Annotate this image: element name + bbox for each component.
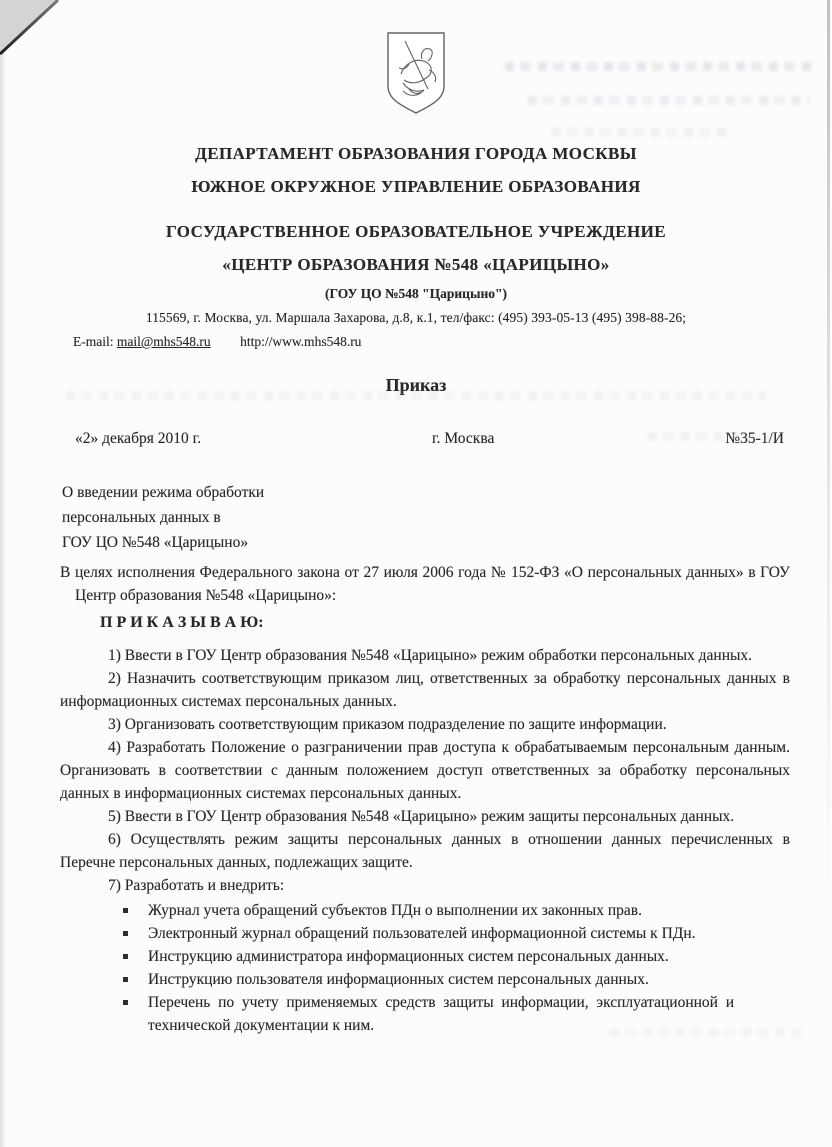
letterhead-emblem-area (0, 30, 832, 121)
document-date: «2» декабря 2010 г. (75, 430, 202, 447)
subject-line: персональных данных в (62, 509, 221, 526)
address-line: 115569, г. Москва, ул. Маршала Захарова, д.8, к.1, тел/факс: (495) 393-05-13 (495) 398-88-26; (145, 310, 687, 325)
subitem-text: Электронный журнал обращений пользователей информационной системы к ПДн. (148, 925, 696, 942)
email-address: mail@mhs548.ru (116, 334, 211, 349)
order-item: 3) Организовать соответствующим приказом подразделение по защите информации. (108, 716, 667, 733)
contacts-line (0, 330, 832, 354)
order-subitem (148, 922, 734, 945)
moscow-coat-of-arms-icon (385, 30, 447, 116)
order-item: 5) Ввести в ГОУ Центр образования №548 «Царицыно» режим защиты персональных данных. (108, 808, 735, 825)
scan-edge-artifact-left (0, 0, 7, 1147)
document-city: г. Москва (432, 430, 495, 447)
email-label: E-mail: (73, 334, 114, 349)
institution-short-name: (ГОУ ЦО №548 "Царицыно") (324, 286, 508, 301)
order-subitem (148, 945, 734, 968)
bleed-through-artifact (610, 1028, 800, 1037)
org-name-line2: ЮЖНОЕ ОКРУЖНОЕ УПРАВЛЕНИЕ ОБРАЗОВАНИЯ (191, 177, 641, 196)
square-bullet-icon (123, 931, 128, 936)
bleed-through-artifact (528, 96, 810, 105)
website-url: http://www.mhs548.ru (240, 334, 362, 349)
scan-edge-artifact-right (827, 0, 830, 1147)
order-subitem (148, 899, 734, 922)
bleed-through-artifact (552, 128, 732, 137)
institution-name-line1: ГОСУДАРСТВЕННОЕ ОБРАЗОВАТЕЛЬНОЕ УЧРЕЖДЕНИЕ (165, 222, 667, 241)
institution-name-line2: «ЦЕНТР ОБРАЗОВАНИЯ №548 «ЦАРИЦЫНО» (222, 255, 610, 274)
subject-line: ГОУ ЦО №548 «Царицыно» (62, 534, 249, 551)
bleed-through-artifact (66, 391, 766, 400)
subitem-text: Перечень по учету применяемых средств защиты информации, эксплуатационной и технической документации к ним. (148, 994, 734, 1034)
order-keyword: П Р И К А З Ы В А Ю: (100, 614, 264, 631)
subject-line: О введении режима обработки (62, 484, 265, 501)
subitem-text: Инструкцию пользователя информационных систем персональных данных. (148, 971, 649, 988)
preamble-paragraph: В целях исполнения Федерального закона от 27 июля 2006 года № 152-ФЗ «О персональных данных» в ГОУ Центр образования №548 «Царицыно»: (60, 564, 790, 604)
bleed-through-artifact (648, 432, 778, 441)
order-items (0, 644, 832, 897)
order-subitems (148, 899, 734, 1037)
order-item: 4) Разработать Положение о разграничении прав доступа к обрабатываемым персональным данным. Организовать в соответствии с данным положением доступ ответственных за обработку персональных данных в информационных системах персональных данных. (60, 739, 790, 802)
document-title: Приказ (385, 375, 447, 395)
order-item: 7) Разработать и внедрить: (108, 877, 285, 894)
order-subitem (148, 968, 734, 991)
subitem-text: Инструкцию администратора информационных систем персональных данных. (148, 948, 669, 965)
org-name-line1: ДЕПАРТАМЕНТ ОБРАЗОВАНИЯ ГОРОДА МОСКВЫ (195, 144, 637, 163)
order-item: 1) Ввести в ГОУ Центр образования №548 «Царицыно» режим обработки персональных данных. (108, 647, 753, 664)
document-number: №35-1/И (725, 430, 784, 447)
square-bullet-icon (123, 908, 128, 913)
folded-corner-artifact (0, 0, 70, 70)
square-bullet-icon (123, 1000, 128, 1005)
square-bullet-icon (123, 977, 128, 982)
subject-block (62, 480, 772, 555)
order-item: 6) Осуществлять режим защиты персональных данных в отношении данных перечисленных в Перечне персональных данных, подлежащих защите. (60, 831, 790, 871)
subitem-text: Журнал учета обращений субъектов ПДн о выполнении их законных прав. (148, 902, 642, 919)
square-bullet-icon (123, 954, 128, 959)
bleed-through-artifact (505, 62, 817, 71)
spacer (0, 203, 832, 215)
order-item: 2) Назначить соответствующим приказом лиц, ответственных за обработку персональных данных в информационных системах персональных данных. (60, 670, 790, 710)
